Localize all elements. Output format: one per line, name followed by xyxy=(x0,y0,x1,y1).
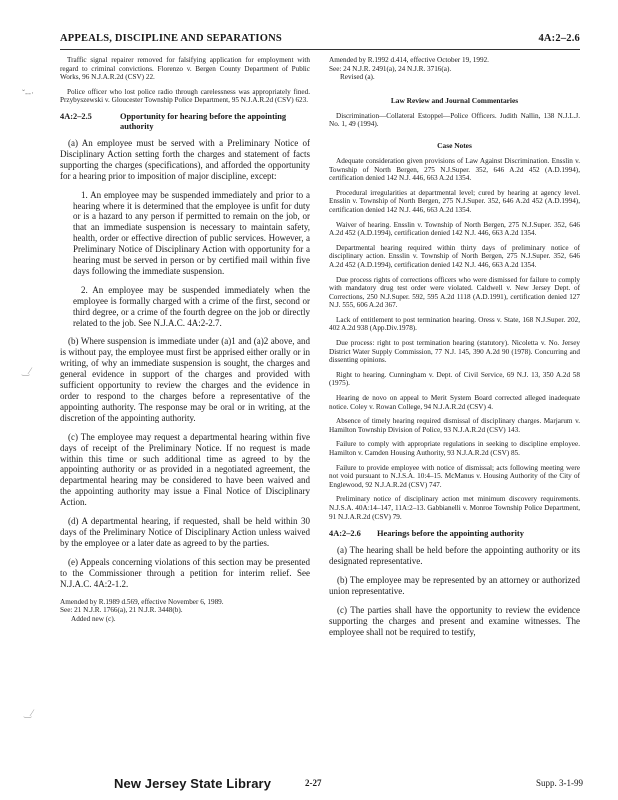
section-title: Hearings before the appointing authority xyxy=(377,529,524,539)
supplement-date: Supp. 3-1-99 xyxy=(536,778,583,788)
paragraph-a: (a) An employee must be served with a Preliminary Notice of Disciplinary Action setting forth the charges and statement of facts supporting the charges (specifications), and afforded the opportunity for a hearing prior to imposition of major discipline, except: xyxy=(60,137,310,181)
amendment-see: See: 21 N.J.R. 1766(a), 21 N.J.R. 3448(b). xyxy=(60,606,183,615)
case-note: Hearing de novo on appeal to Merit System Board corrected alleged inadequate notice. Coley v. Rowan College, 94 N.J.A.R.2d (CSV) 4. xyxy=(329,394,580,411)
paragraph-b: (b) Where suspension is immediate under (a)1 and (a)2 above, and is without pay, the employee must first be apprised either orally or in writing, of why an immediate suspension is sought, the charges and general evidence in support of the charges and provided with sufficient opportunity to review the charges and the evidence in order to respond to the charges before a representative of the appointing authority. The response may be oral or in writing, at the discretion of the appointing authority. xyxy=(60,336,310,423)
case-note: Preliminary notice of disciplinary action met minimum discovery requirements. N.J.S.A. 40A:14–147, 11A:2–13. Gabbianelli v. Monroe Township Police Department, 91 N.J.A.R.2d (CSV) 79. xyxy=(329,495,580,521)
case-note: Police officer who lost police radio through carelessness was appropriately fined. Przybyszewski v. Gloucester Township Police Department, 95 N.J.A.R.2d (CSV) 623. xyxy=(60,87,310,105)
section-title-continued: authority xyxy=(120,121,154,131)
paragraph-d: (d) A departmental hearing, if requested, shall be held within 30 days of the Preliminary Notice of Disciplinary Action unless waived by the employee or a later date as agreed to by the parties. xyxy=(60,516,310,548)
amendment-see: See: 24 N.J.R. 2491(a), 24 N.J.R. 3716(a). xyxy=(329,64,452,73)
case-note: Lack of entitlement to post termination hearing. Oress v. State, 168 N.J.Super. 202, 402 A.2d 938 (App.Div.1978). xyxy=(329,315,580,333)
case-note: Waiver of hearing. Ensslin v. Township of North Bergen, 275 N.J.Super. 352, 646 A.2d 452 (A.D.1994), certification denied 142 N.J. 446, 663 A.2d 1354. xyxy=(329,220,580,238)
page-number: 2-27 xyxy=(305,778,322,788)
header-rule xyxy=(60,49,580,50)
paragraph-c: (c) The parties shall have the opportunity to review the evidence supporting the charges and present and examine witnesses. The employee shall not be required to testify, xyxy=(329,604,580,637)
header-section-number: 4A:2–2.6 xyxy=(538,33,580,44)
case-note: Departmental hearing required within thirty days of preliminary notice of disciplinary action. Ensslin v. Township of North Bergen, 275 N.J.Super. 352, 646 A.2d 452 (A.D.1994), certification denied 142 N.J. 446, 663 A.2d 1354. xyxy=(329,243,580,269)
paragraph-a-2: 2. An employee may be suspended immediately when the employee is formally charged with a crime of the first, second or third degree, or a crime of the fourth degree on the job or directly related to the job. See N.J.A.C. 4A:2-2.7. xyxy=(73,284,310,328)
law-review-heading: Law Review and Journal Commentaries xyxy=(390,95,519,105)
right-column xyxy=(329,56,580,646)
margin-scan-mark: ‿⁄ xyxy=(24,708,33,718)
paragraph-a: (a) The hearing shall be held before the appointing authority or its designated representative. xyxy=(329,545,580,567)
paragraph-a-1: 1. An employee may be suspended immediately and prior to a hearing where it is determined that the employee is unfit for duty or is a hazard to any person if permitted to remain on the job, or that an immediate suspension is necessary to maintain safety, health, order or effective direction of public services. However, a Preliminary Notice of Disciplinary Action with opportunity for a hearing must be served in person or by certified mail within five days following the immediate suspension. xyxy=(73,189,310,276)
section-number: 4A:2–2.5 xyxy=(60,111,92,121)
case-notes-heading: Case Notes xyxy=(437,140,472,150)
left-column xyxy=(60,56,310,623)
case-note: Procedural irregularities at departmental level; cured by hearing at agency level. Ensslin v. Township of North Bergen, 275 N.J.Super. 352, 646 A.2d 452 (A.D.1994), certification denied 142 N.J. 446, 663 A.2d 1354. xyxy=(329,188,580,214)
amendment-detail: Added new (c). xyxy=(71,614,116,623)
amendment-note: Amended by R.1989 d.569, effective November 6, 1989. xyxy=(60,597,224,606)
section-title: Opportunity for hearing before the appointing xyxy=(120,111,287,121)
margin-scan-mark: ˇ‐‐· xyxy=(22,88,34,98)
paragraph-e: (e) Appeals concerning violations of this section may be presented to the Commissioner through a petition for interim relief. See N.J.A.C. 4A:2-1.2. xyxy=(60,556,310,589)
case-note: Right to hearing. Cunningham v. Dept. of Civil Service, 69 N.J. 13, 350 A.2d 58 (1975). xyxy=(329,370,580,388)
amendment-note: Amended by R.1992 d.414, effective October 19, 1992. xyxy=(329,56,489,64)
case-note: Absence of timely hearing required dismissal of disciplinary charges. Marjarum v. Hamilton Township Division of Police, 93 N.J.A.R.2d (CSV) 143. xyxy=(329,417,580,434)
section-heading-2-2-5 xyxy=(60,112,310,132)
section-number: 4A:2–2.6 xyxy=(329,529,361,539)
case-note: Due process: right to post termination hearing (statutory). Nicoletta v. No. Jersey District Water Supply Commission, 77 N.J. 145, 390 A.2d 90 (1978). Concurring and dissenting opinions. xyxy=(329,339,580,365)
amendment-detail: Revised (a). xyxy=(340,73,375,82)
law-review-entry: Discrimination—Collateral Estoppel—Police Officers. Judith Nallin, 138 N.J.L.J. No. 1, 49 (1994). xyxy=(329,111,580,129)
case-note: Failure to provide employee with notice of dismissal; acts following meeting were not void pursuant to N.J.S.A. 10:4–15. McManus v. Housing Authority of the City of Englewood, 92 N.J.A.R.2d (CSV) 747. xyxy=(329,463,580,489)
case-note: Due process rights of corrections officers who were dismissed for failure to comply with mandatory drug test order were violated. Caldwell v. New Jersey Dept. of Corrections, 250 N.J.Super. 592, 595 A.2d 1118 (A.D.1991), certification denied 127 N.J. 555, 606 A.2d 367. xyxy=(329,275,580,310)
header-chapter-title: APPEALS, DISCIPLINE AND SEPARATIONS xyxy=(60,33,282,44)
library-stamp: New Jersey State Library xyxy=(114,776,272,791)
paragraph-c: (c) The employee may request a departmental hearing within five days of receipt of the Preliminary Notice. If no request is made within this time or such additional time as agreed to by the appointing authority or as provided in a negotiated agreement, the departmental hearing may be considered to have been waived and the appointing authority may issue a Final Notice of Disciplinary Action. xyxy=(60,431,310,508)
paragraph-b: (b) The employee may be represented by an attorney or authorized union representative. xyxy=(329,574,580,596)
case-note: Adequate consideration given provisions of Law Against Discrimination. Ensslin v. Township of North Bergen, 275 N.J.Super. 352, 646 A.2d 452 (A.D.1994), certification denied 142 N.J. 446, 663 A.2d 1354. xyxy=(329,156,580,183)
case-note: Failure to comply with appropriate regulations in seeking to discipline employee. Hamilton v. Camden Housing Authority, 93 N.J.A.R.2d (CSV) 85. xyxy=(329,440,580,457)
running-header xyxy=(60,33,580,47)
margin-scan-mark: ‿⁄ xyxy=(22,366,31,376)
case-note: Traffic signal repairer removed for falsifying application for employment with regard to criminal convictions. Florenzo v. Bergen County Department of Public Works, 96 N.J.A.R.2d (CSV) 22. xyxy=(60,56,310,82)
section-heading-2-2-6 xyxy=(329,529,580,539)
